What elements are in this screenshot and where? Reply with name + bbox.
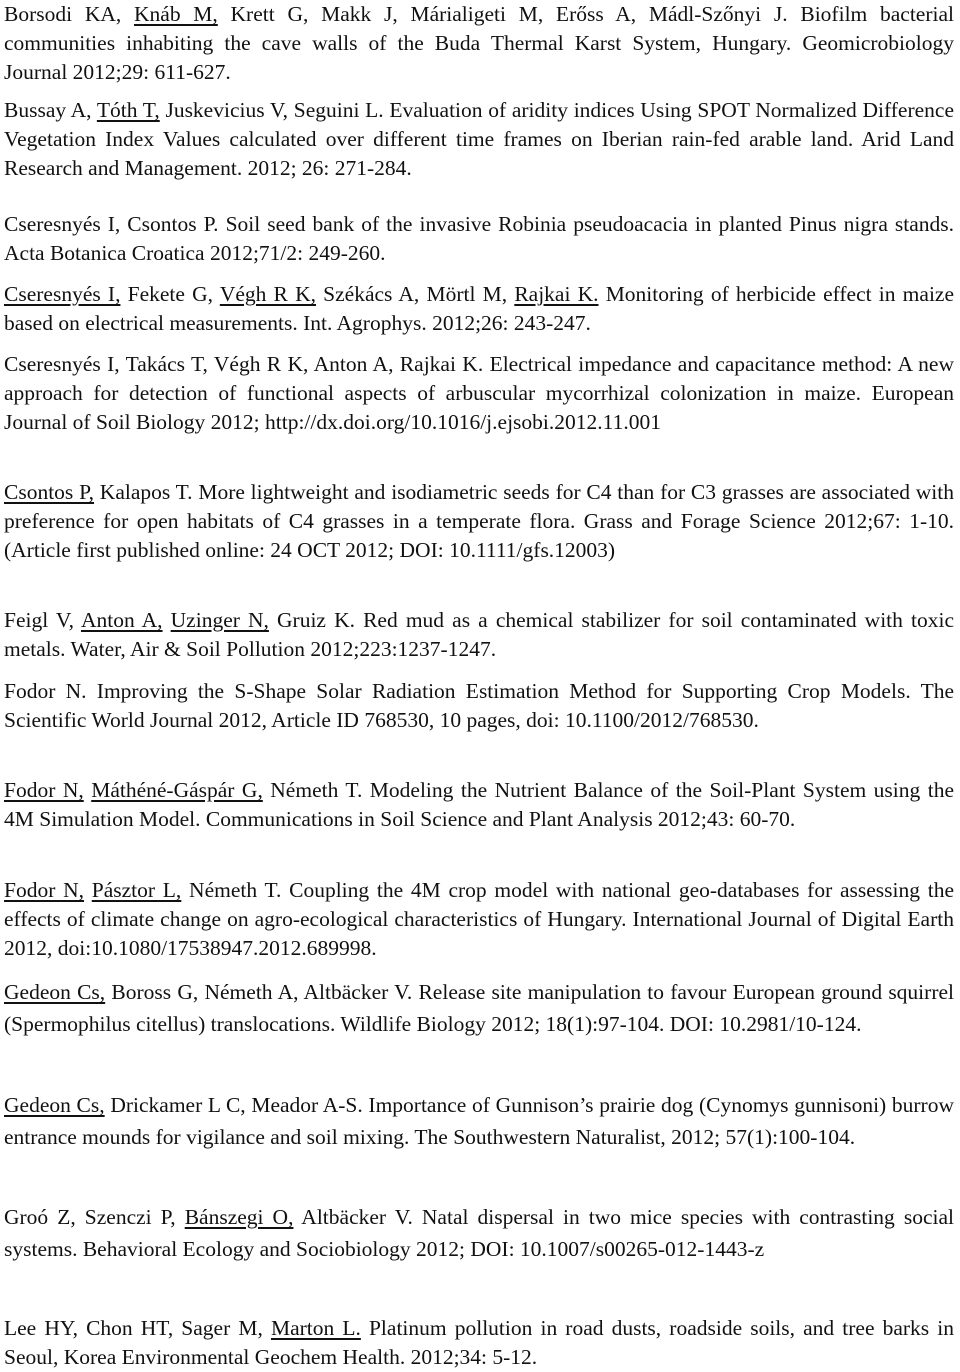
highlighted-author: Gedeon Cs, xyxy=(4,1093,105,1117)
highlighted-author: Végh R K, xyxy=(219,282,316,306)
reference-entry xyxy=(4,677,954,735)
highlighted-author: Bánszegi O, xyxy=(184,1205,294,1229)
reference-text: Cseresnyés I, Csontos P. Soil seed bank of the invasive Robinia pseudoacacia in planted Pinus nigra stands. Acta Botanica Croatica 2012;71/2: 249-260. xyxy=(4,212,954,265)
reference-text: Altbäcker V. Natal dispersal in two mice species with contrasting social systems. Behavioral Ecology and Sociobiology 2012; DOI: 10.1007/s00265-012-1443-z xyxy=(4,1205,954,1261)
highlighted-author: Uzinger N, xyxy=(170,608,269,632)
reference-entry xyxy=(4,280,954,338)
highlighted-author: Fodor N, xyxy=(4,878,85,902)
highlighted-author: Marton L. xyxy=(270,1316,361,1340)
reference-entry xyxy=(4,0,954,87)
reference-text: Drickamer L C, Meador A-S. Importance of Gunnison’s prairie dog (Cynomys gunnisoni) burrow entrance mounds for vigilance and soil mixing. The Southwestern Naturalist, 2012; 57(1):100-104. xyxy=(4,1093,954,1149)
reference-text: Fekete G, xyxy=(120,282,220,306)
reference-text: Feigl V, xyxy=(4,608,81,632)
reference-text: Székács A, Mörtl M, xyxy=(315,282,515,306)
highlighted-author: Cseresnyés I, xyxy=(4,282,121,306)
reference-text xyxy=(163,608,171,632)
reference-entry xyxy=(4,976,954,1040)
reference-text: Cseresnyés I, Takács T, Végh R K, Anton A, Rajkai K. Electrical impedance and capacitance method: A new approach for detection of functional aspects of arbuscular mycorrhizal colonization in maize. European Journal of Soil Biology 2012; http://dx.doi.org/10.1016/j.ejsobi.2012.11.001 xyxy=(4,352,954,434)
reference-entry xyxy=(4,210,954,268)
reference-text: Borsodi KA, xyxy=(4,2,134,26)
reference-text: Boross G, Németh A, Altbäcker V. Release site manipulation to favour European ground squirrel (Spermophilus citellus) translocations. Wildlife Biology 2012; 18(1):97-104. DOI: 10.2981/10-124. xyxy=(4,980,954,1036)
reference-entry xyxy=(4,876,954,963)
reference-text: Platinum pollution in road dusts, roadside soils, and tree barks in Seoul, Korea Environmental Geochem Health. 2012;34: 5-12. xyxy=(4,1316,954,1369)
reference-entry xyxy=(4,606,954,664)
highlighted-author: Pásztor L, xyxy=(91,878,182,902)
highlighted-author: Gedeon Cs, xyxy=(4,980,106,1004)
reference-text xyxy=(84,878,92,902)
reference-entry xyxy=(4,1089,954,1153)
highlighted-author: Anton A, xyxy=(80,608,163,632)
reference-text: Fodor N. Improving the S-Shape Solar Radiation Estimation Method for Supporting Crop Models. The Scientific World Journal 2012, Article ID 768530, 10 pages, doi: 10.1100/2012/768530. xyxy=(4,679,954,732)
reference-text: Németh T. Coupling the 4M crop model with national geo-databases for assessing the effects of climate change on agro-ecological characteristics of Hungary. International Journal of Digital Earth 2012, doi:10.1080/17538947.2012.689998. xyxy=(4,878,955,960)
highlighted-author: Fodor N, xyxy=(4,778,84,802)
reference-text: Kalapos T. More lightweight and isodiametric seeds for C4 than for C3 grasses are associated with preference for open habitats of C4 grasses in a temperate flora. Grass and Forage Science 2012;67: 1-10. (Article first published online: 24 OCT 2012; DOI: 10.1111/gfs.12003) xyxy=(4,480,955,562)
highlighted-author: Rajkai K. xyxy=(514,282,599,306)
highlighted-author: Knáb M, xyxy=(134,2,218,26)
reference-entry xyxy=(4,776,954,834)
highlighted-author: Máthéné-Gáspár G, xyxy=(91,778,263,802)
reference-text: Krett G, Makk J, Márialigeti M, Erőss A, Mádl-Szőnyi J. Biofilm bacterial communities inhabiting the cave walls of the Buda Thermal Karst System, Hungary. Geomicrobiology Journal 2012;29: 611-627. xyxy=(4,2,954,84)
reference-text: Juskevicius V, Seguini L. Evaluation of aridity indices Using SPOT Normalized Difference Vegetation Index Values calculated over different time frames on Iberian rain-fed arable land. Arid Land Research and Management. 2012; 26: 271-284. xyxy=(4,98,954,180)
reference-entry xyxy=(4,1314,954,1372)
reference-text: Bussay A, xyxy=(4,98,97,122)
reference-entry xyxy=(4,478,954,565)
reference-text: Gruiz K. Red mud as a chemical stabilizer for soil contaminated with toxic metals. Water, Air & Soil Pollution 2012;223:1237-1247. xyxy=(4,608,954,661)
highlighted-author: Tóth T, xyxy=(96,98,160,122)
reference-entry xyxy=(4,350,954,437)
highlighted-author: Csontos P, xyxy=(4,480,95,504)
reference-text: Monitoring of herbicide effect in maize based on electrical measurements. Int. Agrophys. 2012;26: 243-247. xyxy=(4,282,955,335)
reference-entry xyxy=(4,1201,954,1265)
reference-text: Groó Z, Szenczi P, xyxy=(4,1205,185,1229)
reference-text: Németh T. Modeling the Nutrient Balance of the Soil-Plant System using the 4M Simulation Model. Communications in Soil Science and Plant Analysis 2012;43: 60-70. xyxy=(4,778,954,831)
reference-entry xyxy=(4,96,954,183)
reference-text: Lee HY, Chon HT, Sager M, xyxy=(4,1316,271,1340)
